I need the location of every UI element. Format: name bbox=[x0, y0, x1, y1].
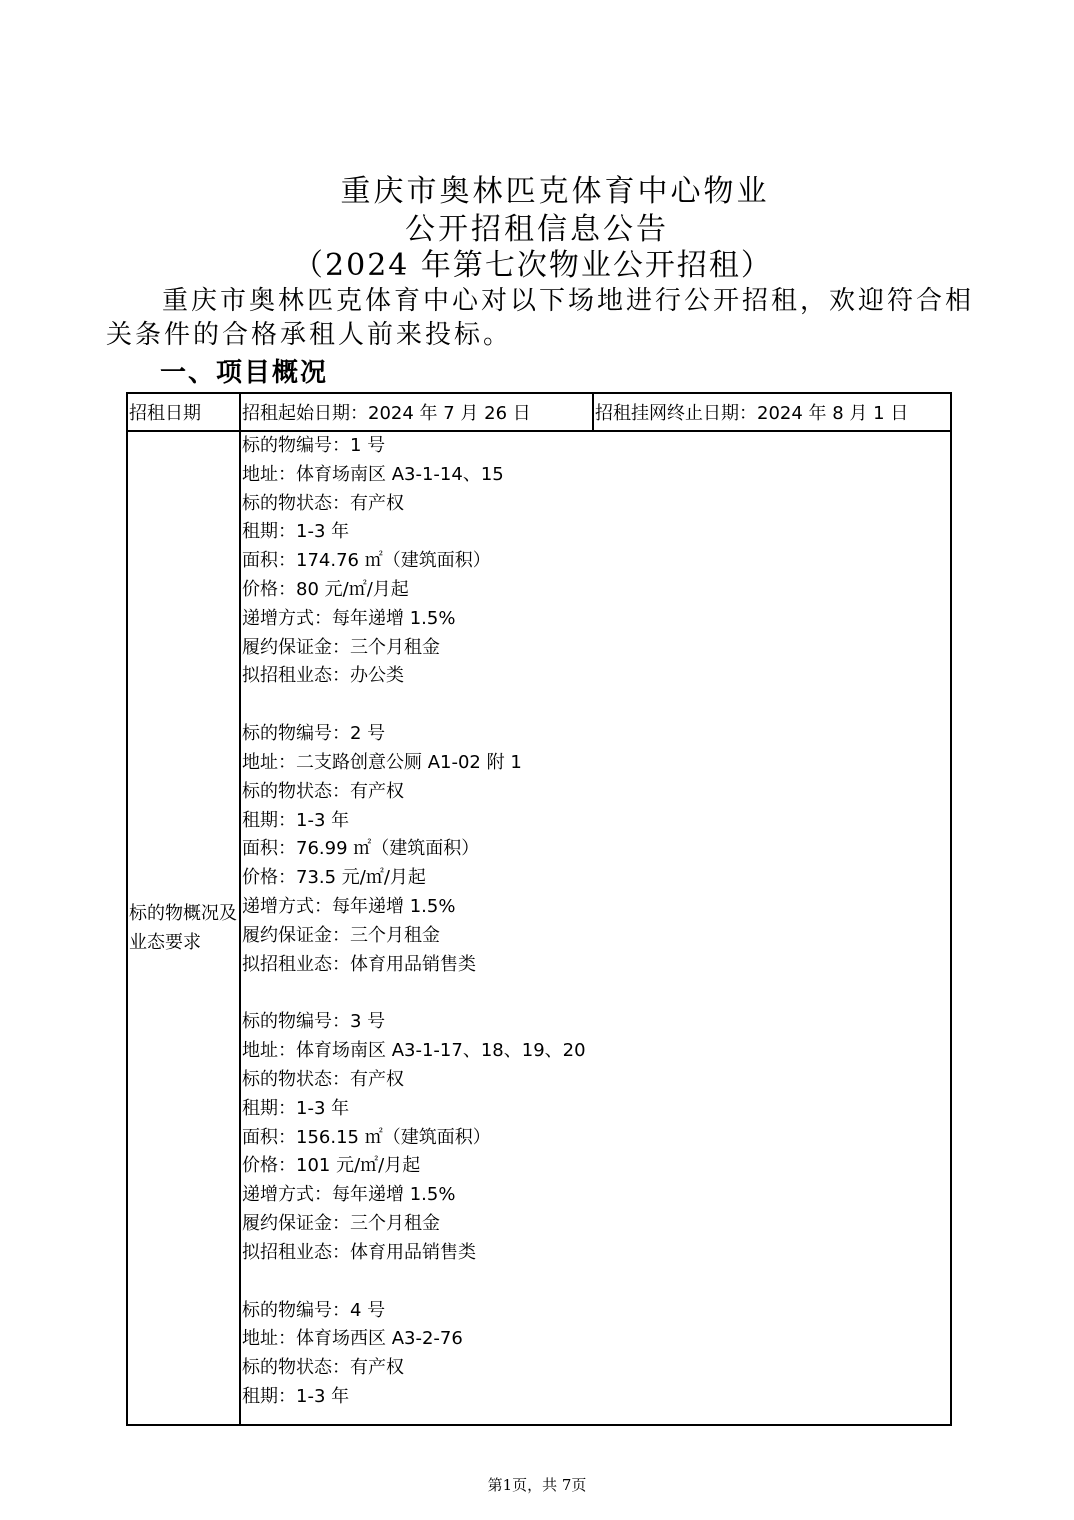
item-area: 面积：156.15 ㎡（建筑面积） bbox=[242, 1126, 491, 1148]
items-label-cell: 标的物概况及业态要求 bbox=[127, 431, 240, 1425]
list-item bbox=[242, 432, 950, 691]
start-date-cell: 招租起始日期：2024 年 7 月 26 日 bbox=[240, 393, 593, 431]
item-deposit: 履约保证金：三个月租金 bbox=[242, 924, 440, 946]
item-term: 租期：1-3 年 bbox=[242, 521, 350, 543]
list-item bbox=[242, 1008, 950, 1267]
item-status: 标的物状态：有产权 bbox=[242, 1068, 404, 1090]
intro-line-1: 重庆市奥林匹克体育中心对以下场地进行公开招租，欢迎符合相 bbox=[162, 286, 975, 316]
item-term: 租期：1-3 年 bbox=[242, 1385, 350, 1407]
intro-line-2: 关条件的合格承租人前来投标。 bbox=[106, 320, 513, 350]
list-item bbox=[242, 720, 950, 979]
table-row-dates bbox=[127, 393, 951, 431]
item-number: 标的物编号：3 号 bbox=[242, 1011, 386, 1033]
item-price: 价格：101 元/㎡/月起 bbox=[242, 1155, 421, 1177]
list-item bbox=[242, 1297, 950, 1412]
item-increment: 递增方式：每年递增 1.5% bbox=[242, 895, 456, 917]
dates-label-cell: 招租日期 bbox=[127, 393, 240, 431]
table-row-items bbox=[127, 431, 951, 1425]
item-business-type: 拟招租业态：体育用品销售类 bbox=[242, 953, 476, 975]
item-status: 标的物状态：有产权 bbox=[242, 1357, 404, 1379]
section-heading: 一、项目概况 bbox=[160, 358, 329, 388]
item-business-type: 拟招租业态：体育用品销售类 bbox=[242, 1241, 476, 1263]
item-price: 价格：80 元/㎡/月起 bbox=[242, 578, 409, 600]
page-number-footer: 第1页，共 7页 bbox=[487, 1476, 587, 1494]
item-increment: 递增方式：每年递增 1.5% bbox=[242, 1184, 456, 1206]
item-price: 价格：73.5 元/㎡/月起 bbox=[242, 867, 426, 889]
intro-paragraph bbox=[106, 284, 976, 352]
items-detail-cell bbox=[240, 431, 951, 1425]
title-line-3: （2024 年第七次物业公开招租） bbox=[293, 248, 773, 283]
item-term: 租期：1-3 年 bbox=[242, 1097, 350, 1119]
item-number: 标的物编号：4 号 bbox=[242, 1299, 386, 1321]
item-status: 标的物状态：有产权 bbox=[242, 780, 404, 802]
item-address: 地址：体育场南区 A3-1-17、18、19、20 bbox=[242, 1040, 586, 1062]
item-deposit: 履约保证金：三个月租金 bbox=[242, 636, 440, 658]
item-increment: 递增方式：每年递增 1.5% bbox=[242, 607, 456, 629]
end-date-cell: 招租挂网终止日期：2024 年 8 月 1 日 bbox=[593, 393, 951, 431]
item-deposit: 履约保证金：三个月租金 bbox=[242, 1212, 440, 1234]
item-status: 标的物状态：有产权 bbox=[242, 492, 404, 514]
title-line-2: 公开招租信息公告 bbox=[405, 212, 669, 247]
item-area: 面积：76.99 ㎡（建筑面积） bbox=[242, 838, 480, 860]
project-overview-table bbox=[126, 392, 952, 1426]
item-number: 标的物编号：2 号 bbox=[242, 723, 386, 745]
item-area: 面积：174.76 ㎡（建筑面积） bbox=[242, 550, 491, 572]
item-address: 地址：体育场南区 A3-1-14、15 bbox=[242, 463, 504, 485]
item-address: 地址：体育场西区 A3-2-76 bbox=[242, 1328, 463, 1350]
item-term: 租期：1-3 年 bbox=[242, 809, 350, 831]
item-number: 标的物编号：1 号 bbox=[242, 435, 386, 456]
item-business-type: 拟招租业态：办公类 bbox=[242, 665, 404, 687]
title-line-1: 重庆市奥林匹克体育中心物业 bbox=[340, 174, 770, 209]
item-address: 地址：二支路创意公厕 A1-02 附 1 bbox=[242, 751, 522, 773]
